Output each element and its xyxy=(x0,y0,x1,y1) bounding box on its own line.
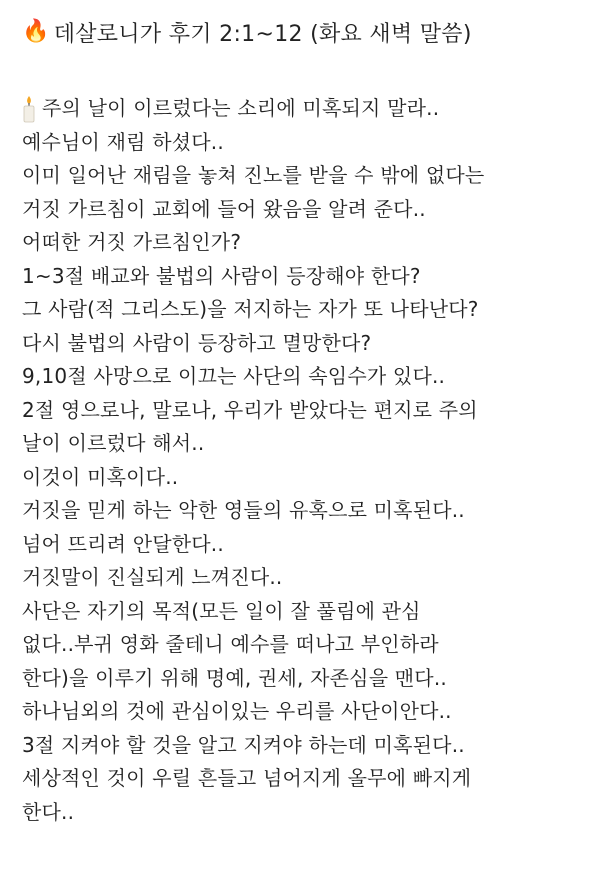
text-line xyxy=(22,92,586,126)
text-line: 9,10절 사망으로 이끄는 사단의 속임수가 있다.. xyxy=(22,364,446,388)
text-line: 날이 이르렀다 해서.. xyxy=(22,431,205,455)
fire-icon: 🔥 xyxy=(22,19,50,44)
text-line: 거짓을 믿게 하는 악한 영들의 유혹으로 미혹된다.. xyxy=(22,498,465,522)
note-title xyxy=(22,12,586,52)
blank-line xyxy=(22,52,586,92)
text-line: 넘어 뜨리려 안달한다.. xyxy=(22,531,224,556)
text-line: 세상적인 것이 우릴 흔들고 넘어지게 올무에 빠지게 xyxy=(22,766,472,790)
note-title-text: 데살로니가 후기 2:1~12 (화요 새벽 말씀) xyxy=(53,21,472,47)
text-line: 한다.. xyxy=(22,799,75,824)
candle-icon xyxy=(22,95,36,123)
text-line: 그 사람(적 그리스도)을 저지하는 자가 또 나타난다? xyxy=(22,297,479,321)
note-body xyxy=(22,92,586,829)
text-line: 사단은 자기의 목적(모든 일이 잘 풀림에 관심 xyxy=(22,598,421,623)
text-line: 이미 일어난 재림을 놓쳐 진노를 받을 수 밖에 없다는 xyxy=(22,163,485,187)
text-line: 3절 지켜야 할 것을 알고 지켜야 하는데 미혹된다.. xyxy=(22,732,465,757)
text-line: 거짓말이 진실되게 느껴진다.. xyxy=(22,565,283,589)
text-line: 한다)을 이루기 위해 명예, 권세, 자존심을 맨다.. xyxy=(22,665,447,690)
text-line: 거짓 가르침이 교회에 들어 왔음을 알려 준다.. xyxy=(22,196,426,221)
text-line: 이것이 미혹이다.. xyxy=(22,464,179,489)
text-line: 2절 영으로나, 말로나, 우리가 받았다는 편지로 주의 xyxy=(22,397,478,422)
text-line: 없다..부귀 영화 줄테니 예수를 떠나고 부인하라 xyxy=(22,632,439,656)
text-line: 하나님외의 것에 관심이있는 우리를 사단이안다.. xyxy=(22,699,452,723)
text-line: 1~3절 배교와 불법의 사람이 등장해야 한다? xyxy=(22,263,421,288)
text-line: 다시 불법의 사람이 등장하고 멸망한다? xyxy=(22,330,372,355)
text-line: 예수님이 재림 하셨다.. xyxy=(22,129,224,154)
text-line: 어떠한 거짓 가르침인가? xyxy=(22,230,242,254)
text-line-content: 주의 날이 이르렀다는 소리에 미혹되지 말라.. xyxy=(42,96,440,120)
